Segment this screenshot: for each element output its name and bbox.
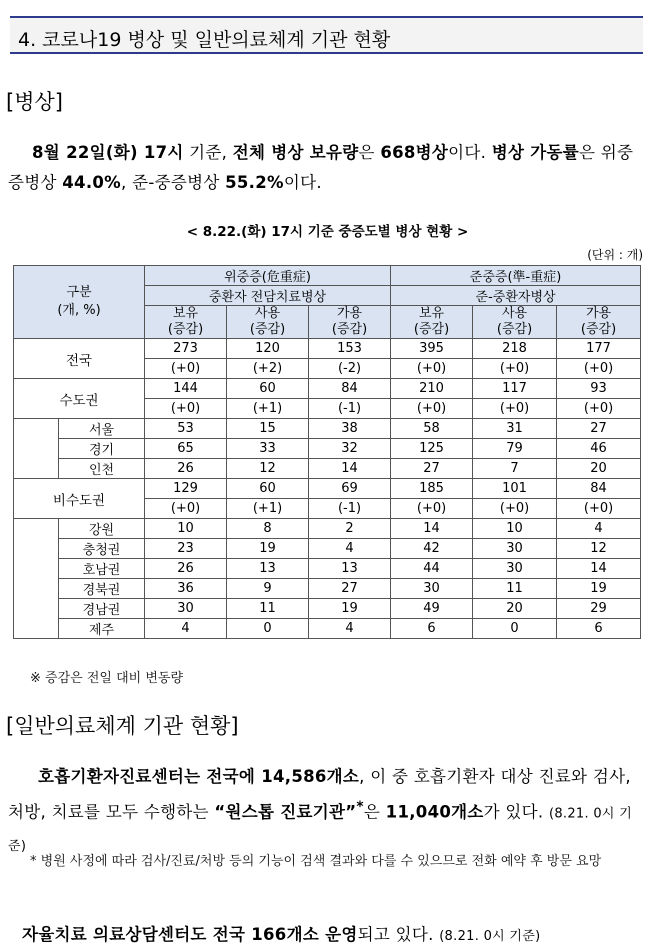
table-cell: 19 xyxy=(309,599,391,619)
section-title: 4. 코로나19 병상 및 일반의료체계 기관 현황 xyxy=(18,29,391,51)
table-cell: 7 xyxy=(473,459,557,479)
table-row xyxy=(14,379,641,399)
table-cell: 6 xyxy=(557,619,641,639)
table-cell: 60 xyxy=(227,379,309,399)
table-cell: 32 xyxy=(309,439,391,459)
row-label: 강원 xyxy=(59,519,145,539)
table-cell: 177 xyxy=(557,339,641,359)
table-cell: 120 xyxy=(227,339,309,359)
row-label: 충청권 xyxy=(59,539,145,559)
table-cell: 30 xyxy=(145,599,227,619)
column-header: 사용 (증감) xyxy=(227,306,309,339)
table-cell: 2 xyxy=(309,519,391,539)
table-cell: 13 xyxy=(227,559,309,579)
table-row xyxy=(14,619,641,639)
column-header: 보유 (증감) xyxy=(391,306,473,339)
table-cell: 14 xyxy=(391,519,473,539)
table-cell: 84 xyxy=(557,479,641,499)
table-cell: 395 xyxy=(391,339,473,359)
text-span: 기준, xyxy=(183,143,233,162)
table-cell: 29 xyxy=(557,599,641,619)
table-cell: 10 xyxy=(145,519,227,539)
table-cell: 4 xyxy=(309,619,391,639)
text-span: , 준-중증병상 xyxy=(121,173,226,192)
table-cell: (+0) xyxy=(473,359,557,379)
table-row xyxy=(14,419,641,439)
table-cell: 19 xyxy=(557,579,641,599)
table-cell: 11 xyxy=(227,599,309,619)
table-cell: 210 xyxy=(391,379,473,399)
date-text: 8월 22일(화) 17시 xyxy=(32,143,184,162)
table-cell: (+0) xyxy=(391,499,473,519)
footnote-marker: * xyxy=(356,799,364,815)
table-cell: 49 xyxy=(391,599,473,619)
text-span: (8.21. 0시 기준) xyxy=(8,806,633,854)
table-cell: 30 xyxy=(473,539,557,559)
row-label: 제주 xyxy=(59,619,145,639)
table-cell: 12 xyxy=(227,459,309,479)
indent-cell xyxy=(14,419,59,479)
row-label: 호남권 xyxy=(59,559,145,579)
text-span: 이다. xyxy=(448,143,492,162)
indent-cell xyxy=(14,519,59,639)
table-cell: (+1) xyxy=(227,499,309,519)
table-cell: 101 xyxy=(473,479,557,499)
table-cell: 6 xyxy=(391,619,473,639)
beds-table xyxy=(13,265,641,639)
table-cell: 4 xyxy=(145,619,227,639)
table-cell: 125 xyxy=(391,439,473,459)
table-cell: 9 xyxy=(227,579,309,599)
table-cell: 20 xyxy=(557,459,641,479)
section-heading-clinics: [일반의료체계 기관 현황] xyxy=(6,714,239,738)
table-cell: 14 xyxy=(557,559,641,579)
text-span: 668병상 xyxy=(380,143,449,162)
table-row xyxy=(14,479,641,499)
table-cell: 273 xyxy=(145,339,227,359)
table-cell: 33 xyxy=(227,439,309,459)
table-cell: 23 xyxy=(145,539,227,559)
table-cell: 185 xyxy=(391,479,473,499)
section-heading-beds: [병상] xyxy=(6,90,63,114)
row-label: 인천 xyxy=(59,459,145,479)
table-cell: (+0) xyxy=(145,399,227,419)
table-footnote: ※ 증감은 전일 대비 변동량 xyxy=(30,671,184,686)
table-cell: 46 xyxy=(557,439,641,459)
table-cell: (-1) xyxy=(309,499,391,519)
text-span: 55.2% xyxy=(225,173,284,192)
table-cell: 30 xyxy=(391,579,473,599)
text-span: 자율치료 의료상담센터도 전국 166개소 운영 xyxy=(22,925,358,944)
text-span: 병상 가동률 xyxy=(491,143,579,162)
table-cell: (+0) xyxy=(557,359,641,379)
column-header: 사용 (증감) xyxy=(473,306,557,339)
column-header: 보유 (증감) xyxy=(145,306,227,339)
counseling-paragraph xyxy=(8,920,648,952)
text-span: 44.0% xyxy=(62,173,122,192)
table-cell: 58 xyxy=(391,419,473,439)
table-cell: (+0) xyxy=(473,399,557,419)
table-cell: 8 xyxy=(227,519,309,539)
row-label: 비수도권 xyxy=(14,479,145,519)
corner-header: 구분 (개, %) xyxy=(14,266,145,339)
table-cell: 12 xyxy=(557,539,641,559)
text-span: 가 있다. xyxy=(483,802,549,822)
table-cell: 117 xyxy=(473,379,557,399)
table-cell: (+0) xyxy=(391,399,473,419)
section-title-box xyxy=(10,16,643,54)
table-cell: (+0) xyxy=(473,499,557,519)
clinics-paragraph xyxy=(8,762,648,862)
text-span: (8.21. 0시 기준) xyxy=(439,929,541,944)
table-cell: (+0) xyxy=(391,359,473,379)
text-span: 전체 병상 보유량 xyxy=(232,143,359,162)
table-cell: 65 xyxy=(145,439,227,459)
table-unit: (단위 : 개) xyxy=(587,248,643,262)
group-header-semicritical: 준중증(準-重症) xyxy=(391,266,641,286)
table-cell: 27 xyxy=(391,459,473,479)
table-cell: (-1) xyxy=(309,399,391,419)
table-row xyxy=(14,559,641,579)
table-cell: (+0) xyxy=(145,359,227,379)
subgroup-header: 중환자 전담치료병상 xyxy=(145,286,391,306)
column-header: 가용 (증감) xyxy=(557,306,641,339)
clinics-note: * 병원 사정에 따라 검사/진료/처방 등의 기능이 검색 결과와 다를 수 있으므로 전화 예약 후 방문 요망 xyxy=(30,854,602,869)
table-cell: 84 xyxy=(309,379,391,399)
table-caption: < 8.22.(화) 17시 기준 중증도별 병상 현황 > xyxy=(186,224,469,240)
table-cell: (+0) xyxy=(557,399,641,419)
table-cell: 42 xyxy=(391,539,473,559)
table-row xyxy=(14,459,641,479)
table-cell: 53 xyxy=(145,419,227,439)
text-span: 호흡기환자진료센터는 전국에 14,586개소 xyxy=(38,767,360,786)
table-cell: 19 xyxy=(227,539,309,559)
table-cell: 218 xyxy=(473,339,557,359)
table-cell: 129 xyxy=(145,479,227,499)
table-cell: 144 xyxy=(145,379,227,399)
table-cell: (+0) xyxy=(557,499,641,519)
table-cell: 153 xyxy=(309,339,391,359)
beds-paragraph xyxy=(8,138,648,198)
text-span: 은 xyxy=(358,143,381,162)
table-cell: 11 xyxy=(473,579,557,599)
table-cell: (+0) xyxy=(145,499,227,519)
row-label: 전국 xyxy=(14,339,145,379)
table-cell: 4 xyxy=(309,539,391,559)
group-header-critical: 위중증(危重症) xyxy=(145,266,391,286)
table-cell: 10 xyxy=(473,519,557,539)
table-cell: 36 xyxy=(145,579,227,599)
text-span: “원스톱 진료기관” xyxy=(214,802,357,822)
table-row xyxy=(14,599,641,619)
table-cell: (+2) xyxy=(227,359,309,379)
table-cell: 69 xyxy=(309,479,391,499)
table-cell: (+1) xyxy=(227,399,309,419)
table-cell: 27 xyxy=(557,419,641,439)
table-cell: 30 xyxy=(473,559,557,579)
table-cell: 60 xyxy=(227,479,309,499)
table-row xyxy=(14,339,641,359)
table-cell: 4 xyxy=(557,519,641,539)
table-cell: 26 xyxy=(145,559,227,579)
subgroup-header: 준-중환자병상 xyxy=(391,286,641,306)
text-span: , 이 중 호흡기환자 대상 진료와 검사, 처방, 치료를 모두 수행하는 xyxy=(8,767,631,822)
row-label: 경남권 xyxy=(59,599,145,619)
table-cell: 26 xyxy=(145,459,227,479)
table-row xyxy=(14,539,641,559)
table-cell: 31 xyxy=(473,419,557,439)
table-cell: 38 xyxy=(309,419,391,439)
row-label: 서울 xyxy=(59,419,145,439)
table-cell: 15 xyxy=(227,419,309,439)
row-label: 경북권 xyxy=(59,579,145,599)
text-span: 은 위중증병상 xyxy=(8,143,634,192)
table-cell: 27 xyxy=(309,579,391,599)
table-cell: 93 xyxy=(557,379,641,399)
table-row xyxy=(14,439,641,459)
table-row xyxy=(14,579,641,599)
table-cell: 44 xyxy=(391,559,473,579)
table-cell: 20 xyxy=(473,599,557,619)
table-cell: (-2) xyxy=(309,359,391,379)
column-header: 가용 (증감) xyxy=(309,306,391,339)
table-cell: 79 xyxy=(473,439,557,459)
text-span: 되고 있다. xyxy=(357,925,440,944)
text-span: 은 xyxy=(363,802,386,822)
table-row xyxy=(14,519,641,539)
text-span: 이다. xyxy=(283,173,322,192)
table-cell: 0 xyxy=(227,619,309,639)
text-span: 11,040개소 xyxy=(385,802,484,822)
row-label: 경기 xyxy=(59,439,145,459)
table-cell: 0 xyxy=(473,619,557,639)
table-cell: 14 xyxy=(309,459,391,479)
table-cell: 13 xyxy=(309,559,391,579)
row-label: 수도권 xyxy=(14,379,145,419)
